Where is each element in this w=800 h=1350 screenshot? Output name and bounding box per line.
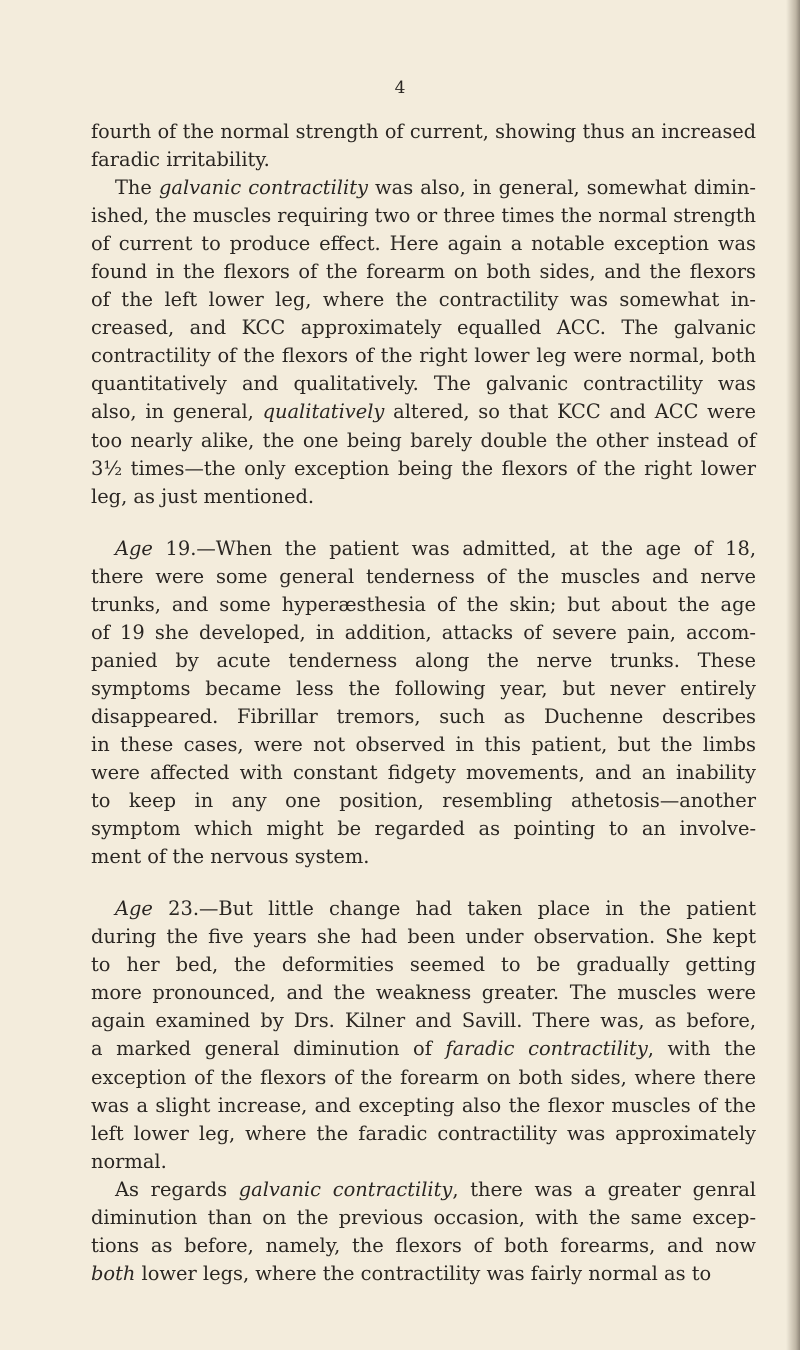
paragraph-2 (91, 174, 756, 511)
text-line: leg, as just mentioned. (91, 484, 315, 508)
text-line: a marked general diminution of faradic contractility, with the (91, 1037, 756, 1061)
text-line: again examined by Drs. Kilner and Savill. There was, as before, (91, 1009, 756, 1033)
text-line: both lower legs, where the contractility was fairly normal as to (91, 1261, 712, 1285)
text-line: trunks, and some hyperæsthesia of the skin; but about the age (91, 592, 756, 616)
text-line: symptom which might be regarded as pointing to an involve- (91, 817, 756, 841)
emphasis: galvanic contractility (158, 176, 368, 200)
emphasis: qualitatively (262, 400, 385, 424)
text-line: creased, and KCC approximately equalled ACC. The galvanic (91, 316, 756, 340)
text-line: also, in general, qualitatively altered, so that KCC and ACC were (91, 400, 756, 424)
emphasis: galvanic contractility (238, 1177, 453, 1201)
page-edge-shadow (786, 0, 800, 1350)
text-line: tions as before, namely, the flexors of both forearms, and now (91, 1233, 756, 1257)
text-line: The galvanic contractility was also, in general, somewhat dimin- (115, 176, 756, 200)
text-line: of the left lower leg, where the contractility was somewhat in- (91, 288, 756, 312)
body-text (91, 118, 756, 1288)
page-number: 4 (394, 78, 406, 98)
text-line: Age 19.—When the patient was admitted, at the age of 18, (115, 536, 756, 560)
text-line: found in the flexors of the forearm on both sides, and the flexors (91, 260, 756, 284)
text-line: As regards galvanic contractility, there was a greater genral (115, 1177, 756, 1201)
text-line: symptoms became less the following year, but never entirely (91, 676, 756, 700)
text-line: left lower leg, where the faradic contractility was approximately (91, 1121, 756, 1145)
text-line: exception of the flexors of the forearm on both sides, where there (91, 1065, 756, 1089)
text-line: ished, the muscles requiring two or three times the normal strength (91, 204, 756, 228)
paragraph-1 (91, 118, 756, 174)
emphasis: both (91, 1261, 136, 1285)
text-line: were affected with constant fidgety movements, and an inability (91, 761, 756, 785)
text-line: normal. (91, 1149, 167, 1173)
text-line: faradic irritability. (91, 148, 270, 172)
text-line: more pronounced, and the weakness greater. The muscles were (91, 981, 756, 1005)
text-line: of current to produce effect. Here again a notable exception was (91, 232, 756, 256)
text-line: to her bed, the deformities seemed to be gradually getting (91, 953, 756, 977)
paragraph-gap (91, 511, 756, 535)
text-line: panied by acute tenderness along the nerve trunks. These (91, 648, 756, 672)
text-line: diminution than on the previous occasion, with the same excep- (91, 1205, 756, 1229)
text-line: to keep in any one position, resembling athetosis—another (91, 789, 756, 813)
text-line: contractility of the flexors of the right lower leg were normal, both (91, 344, 756, 368)
emphasis: faradic contractility (445, 1037, 648, 1061)
text-line: of 19 she developed, in addition, attacks of severe pain, accom- (91, 620, 756, 644)
text-line: quantitatively and qualitatively. The galvanic contractility was (91, 372, 756, 396)
text-line: fourth of the normal strength of current, showing thus an increased (91, 120, 756, 143)
paragraph-3 (91, 535, 756, 872)
text-line: too nearly alike, the one being barely double the other instead of (91, 428, 756, 452)
text-line: during the five years she had been under observation. She kept (91, 925, 756, 949)
text-line: there were some general tenderness of the muscles and nerve (91, 564, 756, 588)
emphasis: Age (115, 897, 153, 921)
text-line: ment of the nervous system. (91, 845, 370, 869)
emphasis: Age (115, 536, 153, 560)
text-line: disappeared. Fibrillar tremors, such as Duchenne describes (91, 704, 756, 728)
text-line: was a slight increase, and excepting also the flexor muscles of the (91, 1093, 756, 1117)
text-line: Age 23.—But little change had taken place in the patient (115, 897, 756, 921)
text-line: in these cases, were not observed in this patient, but the limbs (91, 732, 756, 756)
paragraph-4 (91, 895, 756, 1175)
paragraph-5 (91, 1176, 756, 1288)
paragraph-gap (91, 871, 756, 895)
text-line: 3½ times—the only exception being the flexors of the right lower (91, 456, 756, 480)
